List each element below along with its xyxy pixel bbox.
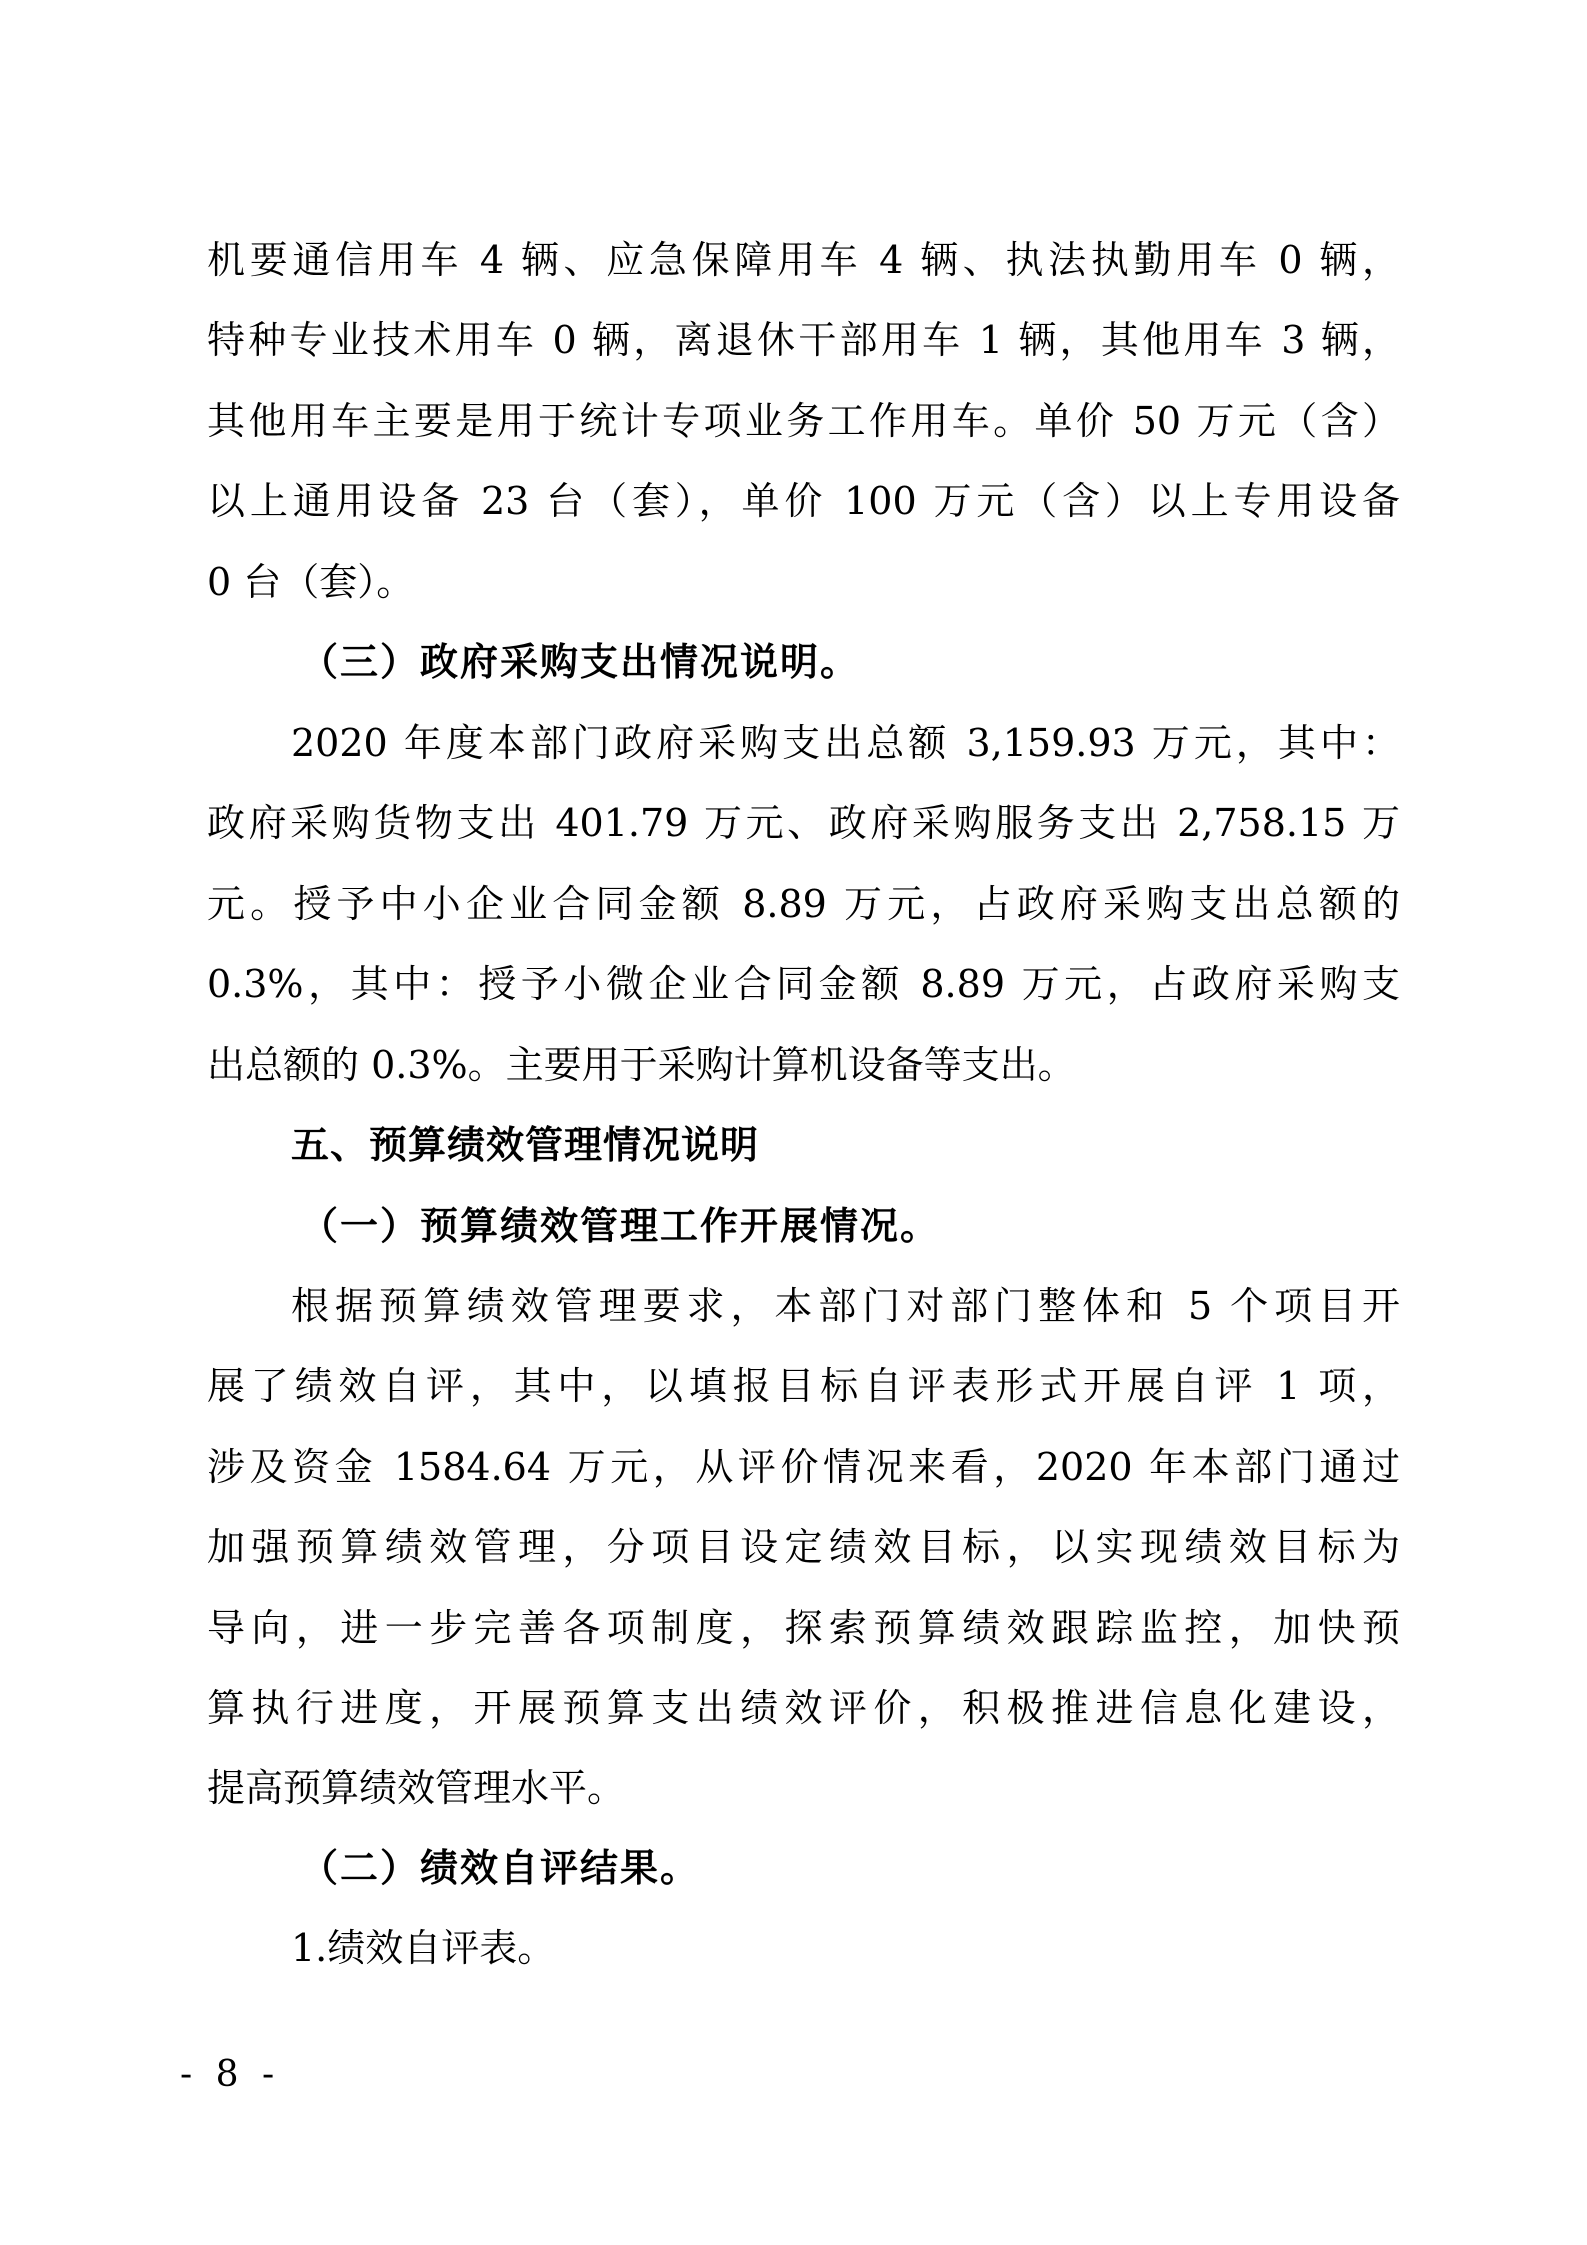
list-item-self-eval-table: 1.绩效自评表。: [291, 1926, 556, 1970]
subsection-heading-self-eval-results: （二）绩效自评结果。: [300, 1845, 701, 1890]
body-text-line: 元。授予中小企业合同金额 8.89 万元，占政府采购支出总额的: [207, 882, 1400, 926]
body-text-line: 0 台（套）。: [207, 560, 415, 604]
subsection-heading-procurement: （三）政府采购支出情况说明。: [300, 639, 861, 684]
body-text-line: 展了绩效自评，其中，以填报目标自评表形式开展自评 1 项，: [207, 1364, 1400, 1408]
body-text-line: 算执行进度，开展预算支出绩效评价，积极推进信息化建设，: [207, 1686, 1400, 1730]
body-text-line: 机要通信用车 4 辆、应急保障用车 4 辆、执法执勤用车 0 辆，: [207, 238, 1400, 282]
section-heading-budget-performance: 五、预算绩效管理情况说明: [291, 1123, 760, 1167]
body-text-line: 0.3%，其中：授予小微企业合同金额 8.89 万元，占政府采购支: [207, 962, 1400, 1006]
body-text-line: 导向，进一步完善各项制度，探索预算绩效跟踪监控，加快预: [207, 1606, 1400, 1650]
body-text-line: 提高预算绩效管理水平。: [207, 1766, 626, 1810]
body-text-line: 涉及资金 1584.64 万元，从评价情况来看，2020 年本部门通过: [207, 1445, 1400, 1489]
body-text-line: 以上通用设备 23 台（套），单价 100 万元（含）以上专用设备: [207, 479, 1400, 523]
body-text-line: 出总额的 0.3%。主要用于采购计算机设备等支出。: [207, 1043, 1076, 1087]
subsection-heading-performance-work: （一）预算绩效管理工作开展情况。: [300, 1203, 941, 1248]
page-number: - 8 -: [180, 2054, 281, 2095]
body-text-line: 加强预算绩效管理，分项目设定绩效目标，以实现绩效目标为: [207, 1525, 1400, 1569]
body-text-line: 政府采购货物支出 401.79 万元、政府采购服务支出 2,758.15 万: [207, 801, 1400, 845]
body-text-line: 其他用车主要是用于统计专项业务工作用车。单价 50 万元（含）: [207, 399, 1400, 443]
body-text-line: 2020 年度本部门政府采购支出总额 3,159.93 万元，其中：: [291, 721, 1400, 765]
body-text-line: 特种专业技术用车 0 辆，离退休干部用车 1 辆，其他用车 3 辆，: [207, 318, 1400, 362]
body-text-line: 根据预算绩效管理要求，本部门对部门整体和 5 个项目开: [291, 1284, 1400, 1328]
